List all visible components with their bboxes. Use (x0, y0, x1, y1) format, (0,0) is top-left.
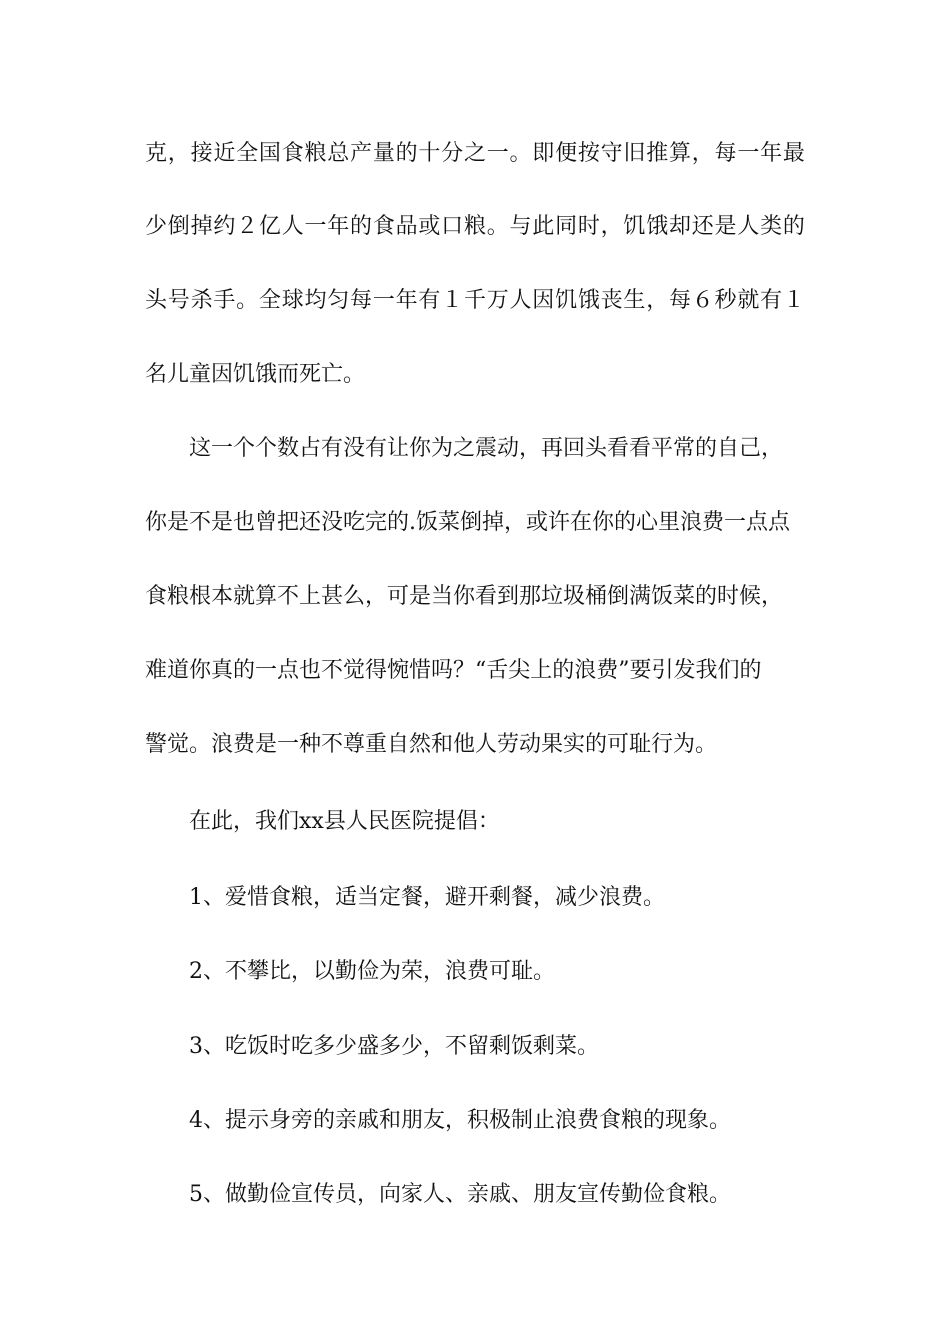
char: 与 (509, 214, 532, 239)
char: 之 (463, 141, 486, 166)
char: 却 (668, 214, 691, 239)
char: ， (167, 141, 190, 166)
proposal-item-1 (189, 878, 805, 918)
char: 年 (327, 214, 350, 239)
char: 。 (236, 288, 259, 313)
char: 年 (760, 141, 783, 166)
proposal-item-4 (189, 1101, 805, 1141)
char: 推 (646, 141, 669, 166)
char: 守 (600, 141, 623, 166)
char: 此 (532, 214, 555, 239)
text-span: 难道你真的一点也不觉得惋惜吗？“舌尖上的浪费”要引发我们的 (145, 658, 762, 683)
char: 时 (577, 214, 600, 239)
char: 人 (509, 288, 532, 313)
text-span: 5、做勤俭宣传员，向家人、亲戚、朋友宣传勤俭食粮。 (189, 1182, 731, 1207)
char: 品 (395, 214, 418, 239)
char: ， (600, 214, 623, 239)
char: 还 (691, 214, 714, 239)
char: 因 (532, 288, 555, 313)
char: 一 (486, 141, 509, 166)
char: 算 (668, 141, 691, 166)
char: 倒 (167, 214, 190, 239)
char: 。 (486, 214, 509, 239)
char: 一 (304, 214, 327, 239)
char: 均 (304, 288, 327, 313)
text-span: 警觉。浪费是一种不尊重自然和他人劳动果实的可耻行为。 (145, 732, 718, 757)
char: 号 (167, 288, 190, 313)
char: 是 (714, 214, 737, 239)
char: 约 (213, 214, 236, 239)
text-span (145, 134, 805, 174)
char: 按 (577, 141, 600, 166)
text-span: 食粮根本就算不上甚么，可是当你看到那垃圾桶倒满饭菜的时候， (145, 584, 784, 609)
char: 每 (714, 141, 737, 166)
char: 手 (213, 288, 236, 313)
char: 球 (281, 288, 304, 313)
char: 人 (281, 214, 304, 239)
paragraph-1-line-1 (145, 134, 805, 174)
char: 便 (555, 141, 578, 166)
paragraph-2-line-5 (145, 725, 805, 765)
char: ， (646, 288, 669, 313)
char: ， (691, 141, 714, 166)
char: 的 (395, 141, 418, 166)
char: 粮 (463, 214, 486, 239)
char: 掉 (190, 214, 213, 239)
char: ２ (236, 214, 259, 239)
char: 接 (190, 141, 213, 166)
char: 亿 (258, 214, 281, 239)
char: 量 (372, 141, 395, 166)
text-span: 4、提示身旁的亲戚和朋友，积极制止浪费食粮的现象。 (189, 1108, 731, 1133)
char: 旧 (623, 141, 646, 166)
paragraph-1-line-4 (145, 355, 805, 395)
char: 近 (213, 141, 236, 166)
paragraph-2-line-3 (145, 577, 805, 617)
char: 饿 (577, 288, 600, 313)
char: 全 (236, 141, 259, 166)
char: 秒 (714, 288, 737, 313)
char: 的 (350, 214, 373, 239)
char: 饥 (623, 214, 646, 239)
char: 口 (441, 214, 464, 239)
proposal-item-5 (189, 1175, 805, 1215)
char: 万 (486, 288, 509, 313)
char: 人 (737, 214, 760, 239)
text-span (145, 281, 805, 321)
paragraph-2-line-1 (189, 429, 805, 469)
char: 食 (281, 141, 304, 166)
char: 有 (760, 288, 783, 313)
char: 千 (463, 288, 486, 313)
char: 最 (782, 141, 805, 166)
char: 每 (668, 288, 691, 313)
char: 粮 (304, 141, 327, 166)
text-span: 3、吃饭时吃多少盛多少，不留剩饭剩菜。 (189, 1034, 599, 1059)
char: 或 (418, 214, 441, 239)
proposal-item-2 (189, 952, 805, 992)
char: 杀 (190, 288, 213, 313)
char: 食 (372, 214, 395, 239)
char: 饥 (555, 288, 578, 313)
char: 年 (395, 288, 418, 313)
text-span: 2、不攀比，以勤俭为荣，浪费可耻。 (189, 959, 555, 984)
proposal-intro (189, 802, 805, 842)
char: 总 (327, 141, 350, 166)
char: 。 (509, 141, 532, 166)
paragraph-1-line-3 (145, 281, 805, 321)
char: 产 (350, 141, 373, 166)
char: 分 (441, 141, 464, 166)
char: １ (441, 288, 464, 313)
char: 头 (145, 288, 168, 313)
char: 十 (418, 141, 441, 166)
char: 一 (372, 288, 395, 313)
char: 一 (737, 141, 760, 166)
char: 饿 (646, 214, 669, 239)
char: 少 (145, 214, 168, 239)
text-span: 1、爱惜食粮，适当定餐，避开剩餐，减少浪费。 (189, 885, 665, 910)
proposal-item-3 (189, 1027, 805, 1067)
char: 类 (760, 214, 783, 239)
char: ６ (691, 288, 714, 313)
text-span: 这一个个数占有没有让你为之震动，再回头看看平常的自己， (189, 436, 784, 461)
paragraph-2-line-2 (145, 503, 805, 543)
text-span: 名儿童因饥饿而死亡。 (145, 362, 366, 387)
text-span: 在此，我们xx县人民医院提倡： (189, 809, 500, 834)
char: 克 (145, 141, 168, 166)
char: 就 (737, 288, 760, 313)
char: 国 (258, 141, 281, 166)
char: 全 (258, 288, 281, 313)
text-span: 你是不是也曾把还没吃完的.饭菜倒掉，或许在你的心里浪费一点点 (145, 510, 790, 535)
char: 同 (555, 214, 578, 239)
char: １ (782, 288, 805, 313)
char: 匀 (327, 288, 350, 313)
char: 丧 (600, 288, 623, 313)
char: 每 (350, 288, 373, 313)
char: 生 (623, 288, 646, 313)
char: 的 (782, 214, 805, 239)
char: 即 (532, 141, 555, 166)
text-span (145, 207, 805, 247)
paragraph-2-line-4 (145, 651, 805, 691)
paragraph-1-line-2 (145, 207, 805, 247)
char: 有 (418, 288, 441, 313)
